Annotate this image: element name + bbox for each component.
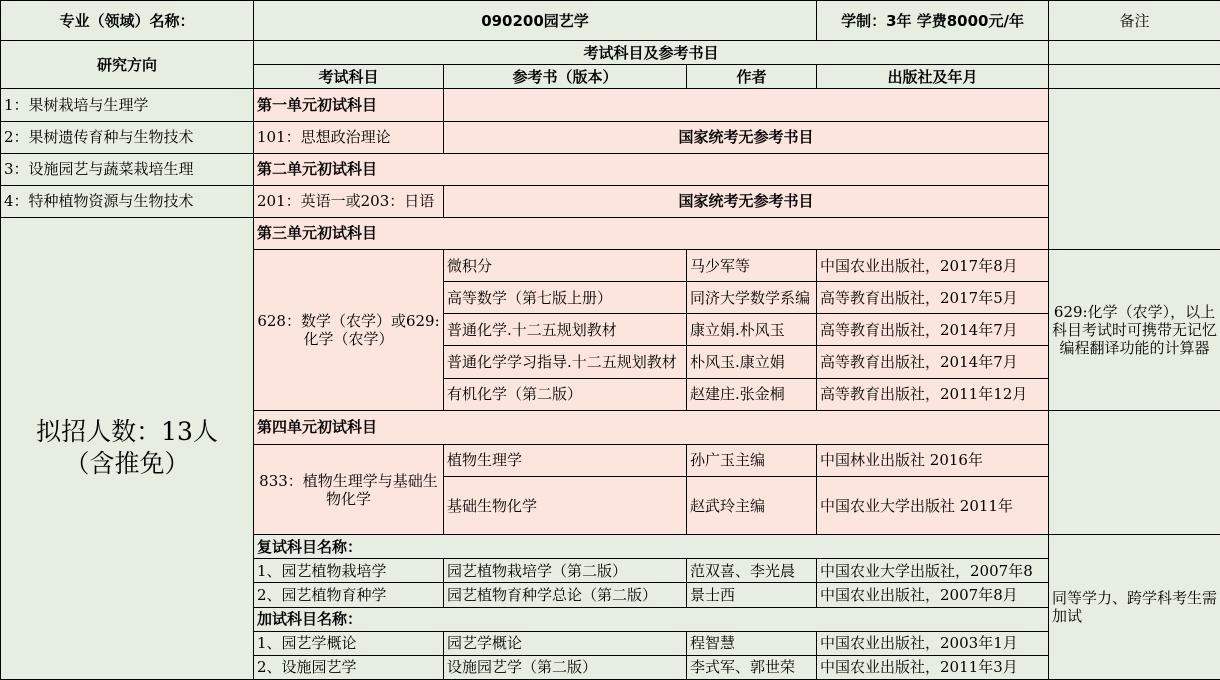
retest-author: 范双喜、李光晨 (687, 559, 817, 583)
extra-author: 程智慧 (687, 631, 817, 655)
retest-subject: 2、园艺植物育种学 (254, 583, 444, 607)
remarks-blank (1049, 65, 1220, 89)
unit1-subject: 101：思想政治理论 (254, 121, 444, 153)
book-author: 同济大学数学系编 (687, 282, 817, 314)
subjects-books-header: 考试科目及参考书目 (254, 41, 1049, 65)
direction-header: 研究方向 (1, 41, 254, 89)
book-publisher: 高等教育出版社，2014年7月 (817, 346, 1049, 378)
unit3-subject: 628：数学（农学）或629:化学（农学） (254, 250, 444, 411)
retest-book: 园艺植物育种学总论（第二版） (444, 583, 687, 607)
subject-header: 考试科目 (254, 65, 444, 89)
extra-title: 加试科目名称： (254, 607, 1049, 631)
book-title: 植物生理学 (444, 444, 687, 476)
book-title: 高等数学（第七版上册） (444, 282, 687, 314)
author-header: 作者 (687, 65, 817, 89)
unit4-subject: 833：植物生理学与基础生物化学 (254, 444, 444, 534)
extra-publisher: 中国农业出版社，2011年3月 (817, 655, 1049, 679)
retest-publisher: 中国农业大学出版社，2007年8 (817, 559, 1049, 583)
major-label: 专业（领域）名称： (1, 1, 254, 41)
retest-subject: 1、园艺植物栽培学 (254, 559, 444, 583)
book-publisher: 高等教育出版社，2011年12月 (817, 378, 1049, 410)
book-header: 参考书（版本） (444, 65, 687, 89)
retest-author: 景士西 (687, 583, 817, 607)
book-publisher: 中国农业出版社，2017年8月 (817, 250, 1049, 282)
unit1-blank (444, 89, 1049, 121)
book-author: 康立娟.朴风玉 (687, 314, 817, 346)
direction-item: 4：特种植物资源与生物技术 (1, 185, 254, 217)
book-title: 有机化学（第二版） (444, 378, 687, 410)
direction-item: 1：果树栽培与生理学 (1, 89, 254, 121)
unit3-title: 第三单元初试科目 (254, 217, 1049, 249)
unit4-title: 第四单元初试科目 (254, 410, 1049, 444)
unit2-title: 第二单元初试科目 (254, 153, 1049, 185)
direction-item: 3：设施园艺与蔬菜栽培生理 (1, 153, 254, 185)
remarks-blank (1049, 41, 1220, 65)
book-title: 微积分 (444, 250, 687, 282)
book-title: 普通化学学习指导.十二五规划教材 (444, 346, 687, 378)
extra-author: 李式军、郭世荣 (687, 655, 817, 679)
extra-book: 设施园艺学（第二版） (444, 655, 687, 679)
book-author: 赵建庄.张金桐 (687, 378, 817, 410)
direction-item: 2：果树遗传育种与生物技术 (1, 121, 254, 153)
unit3-remark: 629:化学（农学），以上科目考试时可携带无记忆编程翻译功能的计算器 (1049, 250, 1220, 411)
retest-title: 复试科目名称： (254, 535, 1049, 559)
unit2-note: 国家统考无参考书目 (444, 185, 1049, 217)
extra-publisher: 中国农业出版社，2003年1月 (817, 631, 1049, 655)
book-publisher: 中国林业出版社 2016年 (817, 444, 1049, 476)
book-author: 孙广玉主编 (687, 444, 817, 476)
book-author: 马少军等 (687, 250, 817, 282)
book-publisher: 高等教育出版社，2017年5月 (817, 282, 1049, 314)
retest-book: 园艺植物栽培学（第二版） (444, 559, 687, 583)
remarks-blank (1049, 410, 1220, 535)
enrollment-cell (1, 217, 254, 679)
retest-publisher: 中国农业出版社，2007年8月 (817, 583, 1049, 607)
book-title: 基础生物化学 (444, 477, 687, 535)
extra-subject: 2、设施园艺学 (254, 655, 444, 679)
book-publisher: 中国农业大学出版社 2011年 (817, 477, 1049, 535)
enrollment-count: 拟招人数：13人 (36, 417, 218, 447)
enrollment-note: （含推免） (64, 449, 190, 479)
duration-fee: 学制：3年 学费8000元/年 (817, 1, 1049, 41)
extra-subject: 1、园艺学概论 (254, 631, 444, 655)
book-author: 赵武玲主编 (687, 477, 817, 535)
extra-book: 园艺学概论 (444, 631, 687, 655)
remarks-header: 备注 (1049, 1, 1220, 41)
retest-remark: 同等学力、跨学科考生需加试 (1049, 535, 1220, 680)
unit1-note: 国家统考无参考书目 (444, 121, 1049, 153)
remarks-blank (1049, 89, 1220, 250)
publisher-header: 出版社及年月 (817, 65, 1049, 89)
book-publisher: 高等教育出版社，2014年7月 (817, 314, 1049, 346)
major-value: 090200园艺学 (254, 1, 817, 41)
book-title: 普通化学.十二五规划教材 (444, 314, 687, 346)
unit1-title: 第一单元初试科目 (254, 89, 444, 121)
book-author: 朴风玉.康立娟 (687, 346, 817, 378)
unit2-subject: 201：英语一或203：日语 (254, 185, 444, 217)
